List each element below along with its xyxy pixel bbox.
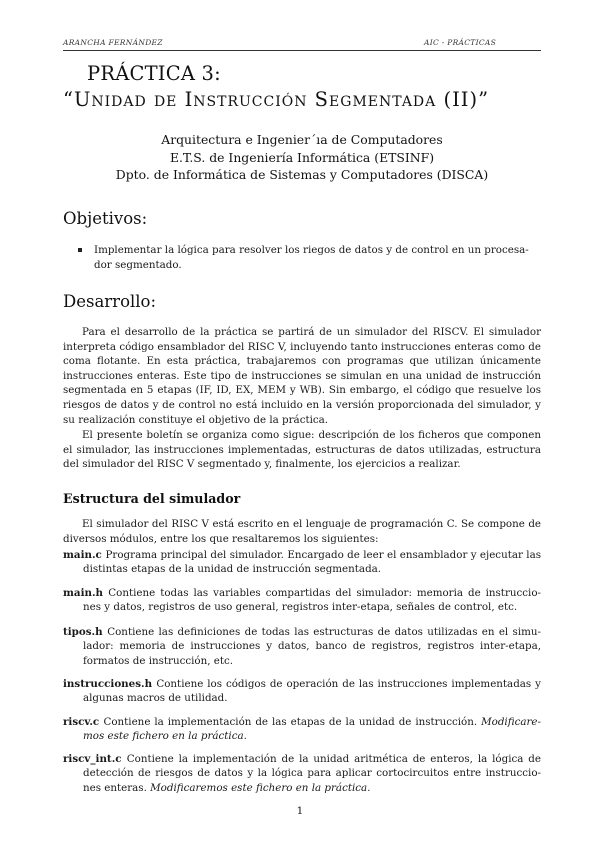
desarrollo-paragraph-1: Para el desarrollo de la práctica se partirá de un simulador del RISCV. El simulador interpreta código ensamblador del RISC V, incluyendo tanto instrucciones enteras como de coma flotante. En esta práctica, trabajaremos con programas que utilizan únicamente instrucciones enteras. Este tipo de instrucciones se simulan en una unidad de instrucción segmentada en 5 etapas (IF, ID, EX, MEM y WB). Sin embargo, el código que resuelve los riesgos de datos y de control no está incluido en la versión proporcionada del simulador, y su realización constituye el objetivo de la práctica. xyxy=(63,326,541,426)
file-description: Programa principal del simulador. Encargado de leer el ensamblador y ejecutar las distintas etapas de la unidad de instrucción segmentada. xyxy=(83,549,541,576)
file-entry-tipos-h xyxy=(63,625,541,668)
running-header-course: AIC - PRÁCTICAS xyxy=(424,38,497,47)
file-entry-main-h xyxy=(63,586,541,615)
file-entry-instrucciones-h xyxy=(63,677,541,706)
file-description: Contiene las definiciones de todas las estructuras de datos utilizadas en el simu-lador: memoria de instrucciones y datos, banco de registros, registros inter-etapa, formatos de instrucción, etc. xyxy=(83,626,541,667)
practice-title: PRÁCTICA 3: xyxy=(87,62,221,85)
file-description: Contiene la implementación de las etapas de la unidad de instrucción. xyxy=(103,716,482,728)
file-entry-main-c xyxy=(63,548,541,577)
section-heading-desarrollo: Desarrollo: xyxy=(63,292,157,311)
file-note: Modificaremos este fichero en la práctica. xyxy=(150,781,371,794)
section-heading-objetivos: Objetivos: xyxy=(63,209,148,228)
file-description: Contiene los códigos de operación de las instrucciones implementadas y algunas macros de utilidad. xyxy=(83,678,541,705)
file-note: Modificare-mos este fichero en la práctica. xyxy=(83,716,541,743)
running-header-author: ARANCHA FERNÁNDEZ xyxy=(63,38,163,47)
file-description: Contiene todas las variables compartidas del simulador: memoria de instruccio-nes y datos, registros de uso general, registros inter-etapa, señales de control, etc. xyxy=(83,587,542,614)
desarrollo-paragraph-2: El presente boletín se organiza como sigue: descripción de los ficheros que componen el simulador, las instrucciones implementadas, estructuras de datos utilizadas, estructura del simulador del RISC V segmentado y, finalmente, los ejercicios a realizar. xyxy=(63,429,541,471)
file-name: riscv.c xyxy=(63,716,104,728)
practice-subtitle: “Unidad de Instrucción Segmentada (II)” xyxy=(63,88,490,111)
estructura-intro-paragraph: El simulador del RISC V está escrito en el lenguaje de programación C. Se compone de diversos módulos, entre los que resaltaremos los siguientes: xyxy=(63,518,541,545)
file-name: main.h xyxy=(63,587,109,599)
objective-text: Implementar la lógica para resolver los riegos de datos y de control en un procesa-dor segmentado. xyxy=(94,244,529,271)
file-name: main.c xyxy=(63,549,106,561)
affiliation-subject: Arquitectura e Ingenier´ıa de Computadores xyxy=(161,132,443,147)
file-entry-riscv-c xyxy=(63,715,541,744)
file-name: riscv_int.c xyxy=(63,753,127,765)
file-name: instrucciones.h xyxy=(63,678,157,690)
affiliation-school: E.T.S. de Ingeniería Informática (ETSINF) xyxy=(169,149,435,165)
file-name: tipos.h xyxy=(63,626,108,638)
file-description: Contiene la implementación de la unidad aritmética de enteros, la lógica de detección de riesgos de datos y la lógica para aplicar cortocircuitos entre instruccio-nes enteras. xyxy=(83,753,541,794)
subsection-heading-estructura: Estructura del simulador xyxy=(63,491,241,506)
file-entry-riscv-int-c xyxy=(63,752,541,795)
header-rule xyxy=(63,50,541,51)
affiliation-department: Dpto. de Informática de Sistemas y Computadores (DISCA) xyxy=(115,167,489,182)
affiliation-block xyxy=(63,131,541,184)
page-number: 1 xyxy=(296,805,304,817)
bullet-square-icon xyxy=(78,248,82,252)
